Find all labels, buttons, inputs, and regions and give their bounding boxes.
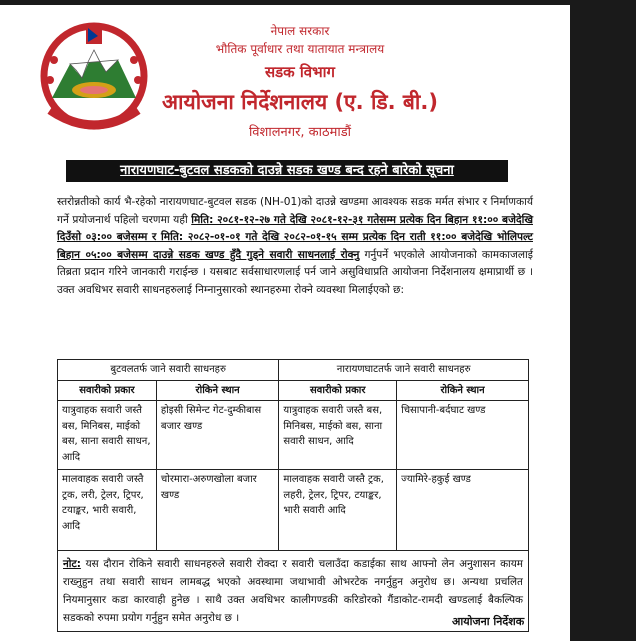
cell-left-stop: होइसी सिमेन्ट गेट-दुम्कीबास बजार खण्ड [156, 401, 278, 470]
group-butwal-bound: बुटवलतर्फ जाने सवारी साधनहरु [58, 360, 279, 381]
cell-right-type: यात्रुवाहक सवारी जस्तै बस, मिनिबस, माईको बस, साना सवारी साधन, आदि [279, 401, 397, 470]
table-column-header [58, 380, 529, 401]
notice-body [57, 194, 533, 300]
group-narayanghat-bound: नारायणघाटतर्फ जाने सवारी साधनहरु [279, 360, 529, 381]
cell-left-stop: चोरमारा-अरुणखोला बजार खण्ड [156, 470, 278, 551]
signature-designation: आयोजना निर्देशक [452, 615, 525, 628]
header-address: विशालनगर, काठमाडौं [248, 125, 352, 140]
cell-left-type: मालवाहक सवारी जस्तै ट्रक, लरी, ट्रेलर, ट्रिपर, टयाङ्कर, भारी सवारी, आदि [58, 470, 157, 551]
cell-right-stop: ज्यामिरे-हकुई खण्ड [397, 470, 529, 551]
emblem-motto: जननी जन्मभूमिश्च स्वर्गादपि गरीयसी [70, 108, 118, 112]
table-row [58, 470, 529, 551]
nepal-government-emblem-icon [40, 20, 148, 132]
table-row [58, 401, 529, 470]
col-stop-location-left: रोकिने स्थान [156, 380, 278, 401]
header-directorate: आयोजना निर्देशनालय (ए. डि. बी.) [162, 90, 438, 114]
body-closing: गर्नुपर्ने भएकोले आयोजनाको कामकाजलाई तिब्रता प्रदान गरिने जानकारी गराईन्छ । यसबाट सर्वसाधारणलाई पर्न जाने असुविधाप्रति आयोजना निर्देशनालय क्षमाप्रार्थी छ । उक्त अवधिभर सवारी साधनहरुलाई निम्नानुसारको स्थानहरुमा रोक्ने व्यवस्था मिलाईएको छ: [57, 248, 533, 296]
body-schedule: मिति: २०८१-१२-२७ गते देखि २०८१-१२-३१ गतेसम्म प्रत्येक दिन बिहान ११:०० बजेदेखि दिउँसो ०३:०० बजेसम्म र मिति: २०८२-०१-०१ गते देखि २०८२-०१-१५ सम्म प्रत्येक दिन राती ११:०० बजेदेखि भोलिपल्ट बिहान ०५:०० बजेसम्म दाउन्ने सडक खण्ड हुँदै गुड्ने सवारी साधनलाई रोक्नु [57, 213, 533, 261]
note-text: यस दौरान रोकिने सवारी साधनहरुले सवारी रोक्दा र सवारी चलाउँदा कडाईका साथ आफ्नो लेन अनुशासन कायम राख्नुहुन तथा सवारी साधन लामबद्ध भएको अवस्थामा जथाभावी ओभरटेक नगर्नुहुन अनुरोध छ। अन्यथा प्रचलित नियमानुसार कडा कारवाही हुनेछ । साथै उक्त अवधिभर कालीगण्डकी करिडोरको गैंडाकोट-रामदी खण्डलाई बैकल्पिक सडकको रुपमा प्रयोग गर्नुहुन समेत अनुरोध छ । [63, 558, 523, 624]
col-vehicle-type-left: सवारीको प्रकार [58, 380, 157, 401]
scan-border-right [570, 0, 636, 641]
note-label: नोट: [63, 558, 81, 570]
header-ministry: भौतिक पूर्वाधार तथा यातायात मन्त्रालय [215, 42, 385, 56]
cell-left-type: यात्रुवाहक सवारी जस्तै बस, मिनिबस, माईको बस, साना सवारी साधन, आदि [58, 401, 157, 470]
traffic-diversion-table [57, 359, 529, 632]
cell-right-stop: चिसापानी-बर्दघाट खण्ड [397, 401, 529, 470]
col-stop-location-right: रोकिने स्थान [397, 380, 529, 401]
table-group-header [58, 360, 529, 381]
header-department: सडक विभाग [264, 63, 335, 81]
col-vehicle-type-right: सवारीको प्रकार [279, 380, 397, 401]
header-government: नेपाल सरकार [270, 24, 330, 38]
body-intro: स्तरोन्नतीको कार्य भै-रहेको नारायणघाट-बुटवल सडक (NH-01)को दाउन्ने खण्डमा आवश्यक सडक मर्मत संभार र निर्माणकार्य गर्ने प्रयोजनार्थ पहिलो चरणमा यही [57, 196, 533, 226]
cell-right-type: मालवाहक सवारी जस्तै ट्रक, लहरी, ट्रेलर, ट्रिपर, टयाङ्कर, भारी सवारी आदि [279, 470, 397, 551]
notice-title: नारायणघाट-बुटवल सडकको दाउन्ने सडक खण्ड बन्द रहने बारेको सूचना [66, 160, 508, 182]
